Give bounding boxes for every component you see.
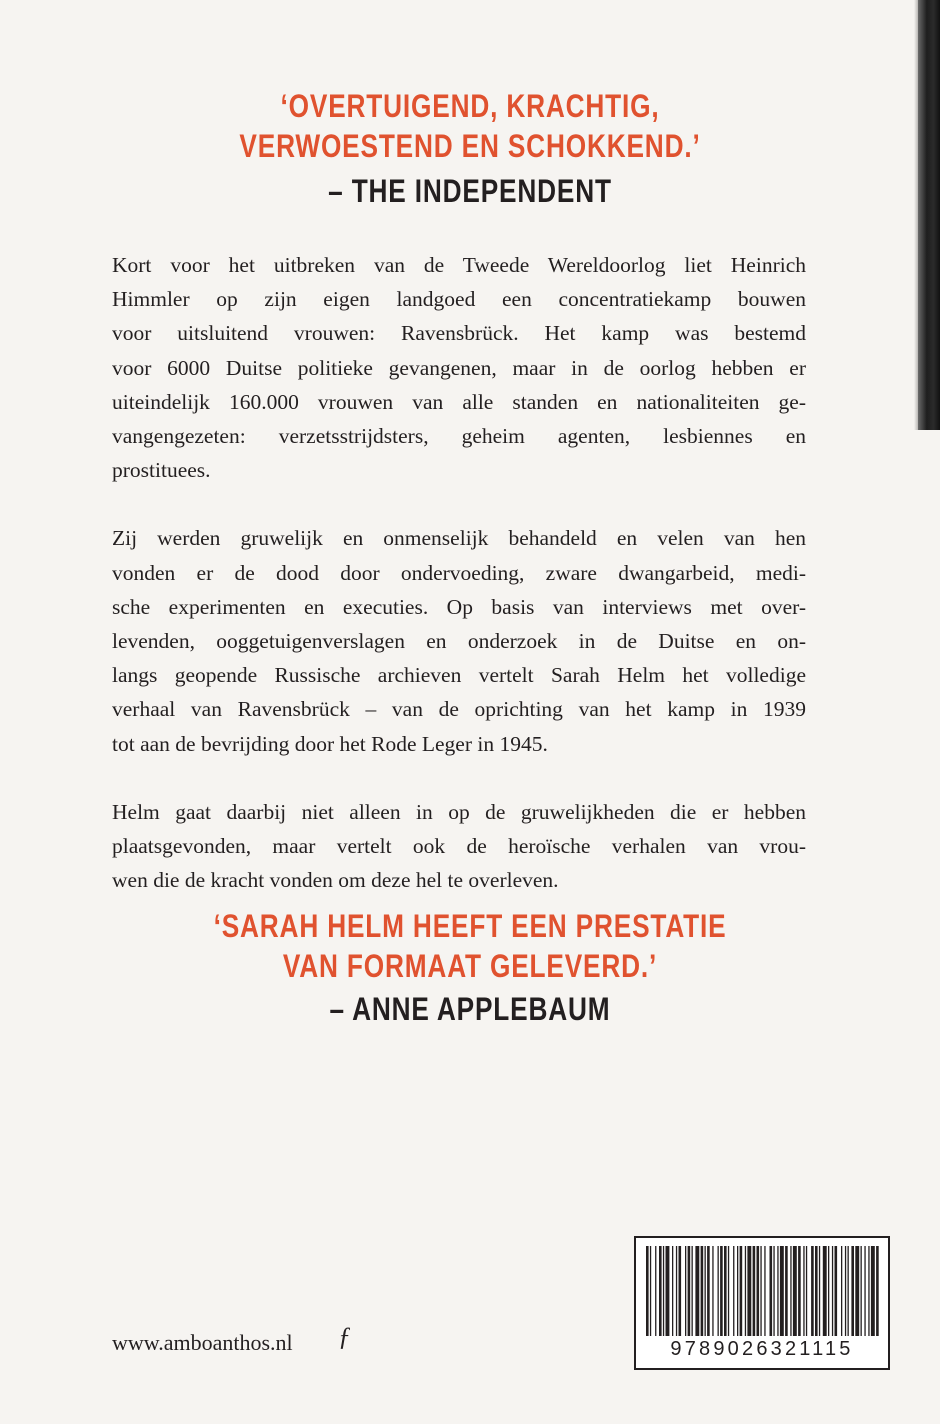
barcode-bar <box>785 1246 788 1336</box>
book-spine-edge <box>918 0 940 430</box>
publisher-website[interactable]: www.amboanthos.nl <box>112 1330 293 1355</box>
text-line: levenden, ooggetuigenverslagen en onderzoek in de Duitse en on- <box>112 629 806 654</box>
barcode-bar <box>659 1246 662 1336</box>
bottom-review-quote <box>0 906 940 1030</box>
barcode-bar <box>760 1246 761 1336</box>
barcode-bar <box>747 1246 751 1336</box>
barcode-bar <box>672 1246 673 1336</box>
text-line: Helm gaat daarbij niet alleen in op de gruwelijkheden die er hebben <box>112 799 806 824</box>
barcode-bar <box>806 1246 807 1336</box>
barcode-bar <box>790 1246 791 1336</box>
barcode-bar <box>773 1246 774 1336</box>
barcode-bar <box>823 1246 827 1336</box>
barcode-bar <box>780 1246 784 1336</box>
barcode-bar <box>646 1246 649 1336</box>
text-line: voor uitsluitend vrouwen: Ravensbrück. Het kamp was bestemd <box>112 321 806 346</box>
barcode-bar <box>851 1246 854 1336</box>
quote-line: VERWOESTEND EN SCHOKKEND.’ <box>239 128 701 164</box>
text-line: wen die de kracht vonden om deze hel te overleven. <box>112 868 559 893</box>
barcode-bar <box>663 1246 664 1336</box>
barcode-bar <box>848 1246 849 1336</box>
quote-attribution: – ANNE APPLEBAUM <box>329 991 611 1027</box>
blurb-paragraph <box>112 521 806 760</box>
text-line: plaatsgevonden, maar vertelt ook de heroïsche verhalen van vrou- <box>112 834 806 859</box>
barcode-bar <box>728 1246 729 1336</box>
blurb-paragraph <box>112 795 806 898</box>
barcode-bar <box>745 1246 746 1336</box>
barcode-bar <box>819 1246 820 1336</box>
barcode-bar <box>720 1246 723 1336</box>
text-line: Kort voor het uitbreken van de Tweede Wereldoorlog liet Heinrich <box>112 253 806 277</box>
barcode-bar <box>733 1246 734 1336</box>
isbn-barcode <box>634 1236 890 1370</box>
barcode-bar <box>688 1246 691 1336</box>
barcode-bar <box>740 1246 743 1336</box>
barcode-bar <box>815 1246 818 1336</box>
top-review-quote <box>0 86 940 212</box>
barcode-bar <box>777 1246 778 1336</box>
barcode-bar <box>724 1246 727 1336</box>
barcode-bar <box>679 1246 682 1336</box>
barcode-bar <box>737 1246 738 1336</box>
barcode-bar <box>864 1246 865 1336</box>
text-line: sche experimenten en executies. Op basis van interviews met over- <box>112 594 806 619</box>
barcode-bar <box>705 1246 706 1336</box>
barcode-bar <box>828 1246 829 1336</box>
barcode-bar <box>861 1246 862 1336</box>
barcode-bar <box>676 1246 677 1336</box>
barcode-bar <box>798 1246 801 1336</box>
barcode-bar <box>685 1246 686 1336</box>
barcode-bar <box>793 1246 797 1336</box>
text-line: voor 6000 Duitse politieke gevangenen, maar in de oorlog hebben er <box>112 355 806 380</box>
quote-line: ‘SARAH HELM HEEFT EEN PRESTATIE <box>213 908 727 944</box>
text-line: verhaal van Ravensbrück – van de oprichting van het kamp in 1939 <box>112 697 806 722</box>
blurb-text <box>112 248 806 931</box>
publisher-logo: ƒ <box>338 1322 351 1351</box>
text-line: vonden er de dood door ondervoeding, zware dwangarbeid, medi- <box>112 560 806 585</box>
barcode-bar <box>707 1246 710 1336</box>
barcode-bar <box>718 1246 719 1336</box>
barcode-bar <box>871 1246 875 1336</box>
quote-line: VAN FORMAAT GELEVERD.’ <box>282 948 658 984</box>
quote-line: ‘OVERTUIGEND, KRACHTIG, <box>280 88 660 124</box>
barcode-bar <box>692 1246 693 1336</box>
barcode-bar <box>811 1246 814 1336</box>
barcode-bar <box>757 1246 760 1336</box>
barcode-bar <box>845 1246 846 1336</box>
text-line: tot aan de bevrijding door het Rode Leger in 1945. <box>112 731 548 756</box>
text-line: prostituees. <box>112 458 211 483</box>
barcode-bar <box>712 1246 713 1336</box>
quote-attribution: – THE INDEPENDENT <box>328 173 612 209</box>
text-line: Zij werden gruwelijk en onmenselijk behandeld en velen van hen <box>112 526 806 551</box>
barcode-bar <box>841 1246 842 1336</box>
barcode-bar <box>855 1246 859 1336</box>
barcode-bar <box>835 1246 838 1336</box>
barcode-bar <box>876 1246 879 1336</box>
isbn-number: 9789026321115 <box>670 1338 854 1360</box>
text-line: uiteindelijk 160.000 vrouwen van alle standen en nationaliteiten ge- <box>112 389 806 414</box>
barcode-bar <box>666 1246 670 1336</box>
barcode-bar <box>764 1246 765 1336</box>
barcode-bar <box>655 1246 656 1336</box>
barcode-bar <box>803 1246 804 1336</box>
barcode-bar <box>753 1246 756 1336</box>
barcode-bar <box>695 1246 699 1336</box>
barcode-bar <box>770 1246 773 1336</box>
barcode-bar <box>701 1246 704 1336</box>
text-line: vangengezeten: verzetsstrijdsters, geheim agenten, lesbiennes en <box>112 424 806 449</box>
barcode-bar <box>868 1246 869 1336</box>
text-line: langs geopende Russische archieven vertelt Sarah Helm het volledige <box>112 663 806 688</box>
barcode-bar <box>832 1246 833 1336</box>
text-line: Himmler op zijn eigen landgoed een concentratiekamp bouwen <box>112 287 806 312</box>
barcode-icon <box>644 1246 882 1336</box>
blurb-paragraph <box>112 248 806 487</box>
barcode-bar <box>650 1246 651 1336</box>
